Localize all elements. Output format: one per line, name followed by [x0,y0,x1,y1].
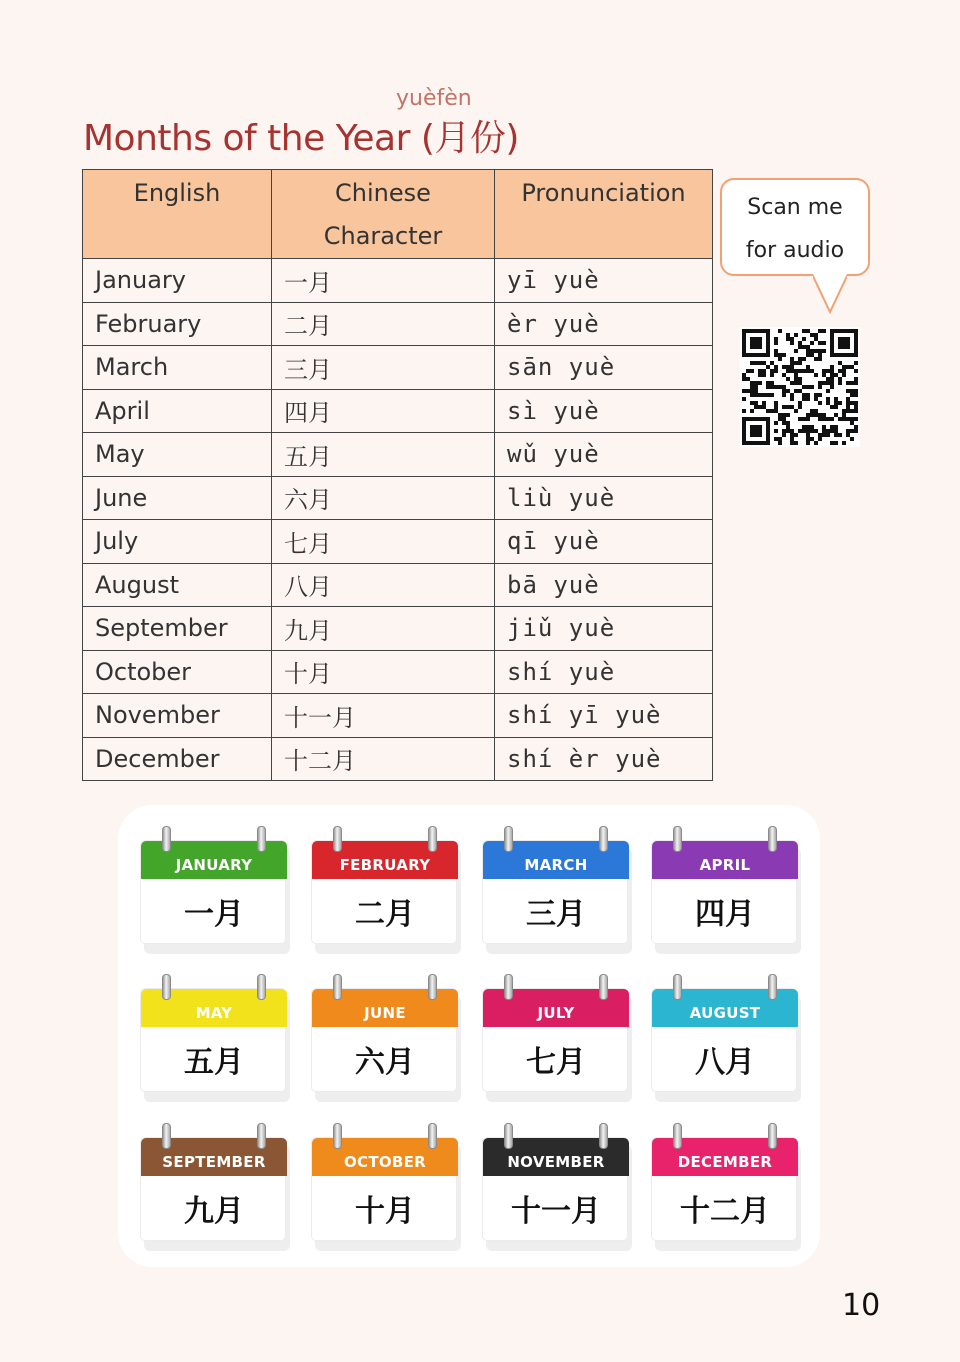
table-row [83,346,713,390]
bubble-line-1: Scan me [747,195,843,220]
calendar-card-january [140,840,288,950]
page-title: Months of the Year (月份) [83,118,519,159]
calendar-ring-icon [599,974,608,1000]
calendar-month-label: JULY [483,989,629,1027]
calendar-month-label: APRIL [652,841,798,879]
calendar-card-may [140,988,288,1098]
table-row [83,563,713,607]
calendar-card-november [482,1137,630,1247]
month-english: February [83,302,272,346]
month-pinyin: èr yuè [495,302,713,346]
table-row [83,476,713,520]
table-row [83,433,713,477]
month-pinyin: sì yuè [495,389,713,433]
calendar-chinese-label: 一月 [184,897,244,932]
calendar-chinese-label: 二月 [355,897,415,932]
calendar-ring-icon [504,826,513,852]
audio-speech-bubble [720,178,870,276]
calendar-ring-icon [428,1123,437,1149]
calendar-month-label: MARCH [483,841,629,879]
calendar-ring-icon [599,1123,608,1149]
calendar-card-september [140,1137,288,1247]
calendar-month-label: MAY [141,989,287,1027]
month-pinyin: bā yuè [495,563,713,607]
month-pinyin: yī yuè [495,259,713,303]
month-english: April [83,389,272,433]
calendar-month-label: OCTOBER [312,1138,458,1176]
calendar-ring-icon [257,1123,266,1149]
calendar-chinese-label: 四月 [695,897,755,932]
month-chinese: 九月 [272,607,495,651]
calendar-ring-icon [504,974,513,1000]
table-row [83,259,713,303]
calendar-ring-icon [673,974,682,1000]
calendar-month-label: DECEMBER [652,1138,798,1176]
calendar-card-august [651,988,799,1098]
calendar-card-june [311,988,459,1098]
calendar-month-label: JUNE [312,989,458,1027]
calendar-chinese-label: 三月 [526,897,586,932]
calendar-chinese-label: 十二月 [680,1194,770,1229]
month-pinyin: qī yuè [495,520,713,564]
month-pinyin: wǔ yuè [495,433,713,477]
month-english: August [83,563,272,607]
calendar-month-label: SEPTEMBER [141,1138,287,1176]
month-pinyin: shí yī yuè [495,694,713,738]
calendar-ring-icon [768,826,777,852]
month-chinese: 五月 [272,433,495,477]
table-row [83,650,713,694]
calendar-ring-icon [257,826,266,852]
calendar-card-february [311,840,459,950]
month-english: June [83,476,272,520]
month-pinyin: shí yuè [495,650,713,694]
calendar-month-label: FEBRUARY [312,841,458,879]
bubble-line-2: for audio [745,238,845,263]
calendar-ring-icon [162,974,171,1000]
table-header-row [83,170,713,259]
header-chinese: Chinese Character [272,170,495,259]
calendar-ring-icon [428,826,437,852]
calendar-card-october [311,1137,459,1247]
month-chinese: 十月 [272,650,495,694]
calendar-month-label: AUGUST [652,989,798,1027]
calendar-chinese-label: 五月 [184,1045,244,1080]
header-pronunciation: Pronunciation [495,170,713,259]
month-chinese: 八月 [272,563,495,607]
month-english: July [83,520,272,564]
calendar-chinese-label: 九月 [184,1194,244,1229]
calendar-ring-icon [504,1123,513,1149]
calendar-chinese-label: 七月 [526,1045,586,1080]
qr-code-icon[interactable] [740,327,860,447]
month-english: May [83,433,272,477]
month-chinese: 三月 [272,346,495,390]
calendar-chinese-label: 十一月 [511,1194,601,1229]
calendar-ring-icon [768,1123,777,1149]
calendar-card-march [482,840,630,950]
calendar-ring-icon [257,974,266,1000]
calendar-ring-icon [599,826,608,852]
calendar-ring-icon [673,826,682,852]
calendar-ring-icon [162,826,171,852]
table-row [83,694,713,738]
month-pinyin: jiǔ yuè [495,607,713,651]
month-chinese: 十一月 [272,694,495,738]
month-pinyin: liù yuè [495,476,713,520]
calendar-ring-icon [673,1123,682,1149]
months-table [82,169,713,781]
calendar-month-label: JANUARY [141,841,287,879]
month-english: October [83,650,272,694]
calendar-chinese-label: 六月 [355,1045,415,1080]
calendar-panel [118,805,820,1267]
month-english: March [83,346,272,390]
month-chinese: 十二月 [272,737,495,781]
calendar-card-july [482,988,630,1098]
month-pinyin: shí èr yuè [495,737,713,781]
month-english: September [83,607,272,651]
month-chinese: 二月 [272,302,495,346]
calendar-ring-icon [162,1123,171,1149]
page-number: 10 [842,1288,881,1323]
month-english: November [83,694,272,738]
calendar-ring-icon [333,1123,342,1149]
header-english: English [83,170,272,259]
table-row [83,389,713,433]
month-english: January [83,259,272,303]
month-chinese: 六月 [272,476,495,520]
calendar-ring-icon [428,974,437,1000]
month-chinese: 四月 [272,389,495,433]
calendar-chinese-label: 十月 [355,1194,415,1229]
title-pinyin: yuèfèn [396,86,472,111]
month-chinese: 七月 [272,520,495,564]
month-chinese: 一月 [272,259,495,303]
table-row [83,302,713,346]
calendar-chinese-label: 八月 [695,1045,755,1080]
calendar-card-december [651,1137,799,1247]
month-pinyin: sān yuè [495,346,713,390]
calendar-ring-icon [333,974,342,1000]
calendar-ring-icon [768,974,777,1000]
month-english: December [83,737,272,781]
calendar-card-april [651,840,799,950]
table-row [83,520,713,564]
table-row [83,737,713,781]
calendar-ring-icon [333,826,342,852]
table-row [83,607,713,651]
calendar-month-label: NOVEMBER [483,1138,629,1176]
